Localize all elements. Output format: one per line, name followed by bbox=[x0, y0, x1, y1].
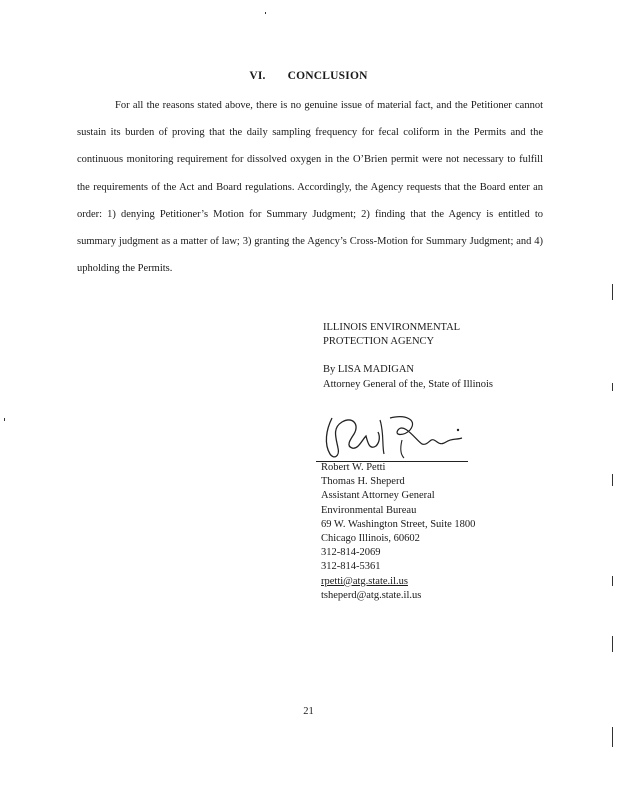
page-number: 21 bbox=[303, 706, 314, 717]
by-line: By LISA MADIGAN bbox=[323, 364, 415, 376]
scan-mark bbox=[265, 12, 266, 14]
signer-title: Assistant Attorney General bbox=[321, 490, 435, 502]
agency-name-line1: ILLINOIS ENVIRONMENTAL bbox=[323, 322, 461, 333]
agency-name-line2: PROTECTION AGENCY bbox=[323, 336, 435, 348]
scan-mark bbox=[612, 383, 613, 391]
email-2: tsheperd@atg.state.il.us bbox=[321, 589, 422, 601]
email-link-1[interactable]: rpetti@atg.state.il.us bbox=[321, 575, 408, 587]
conclusion-text: For all the reasons stated above, there is no genuine issue of material fact, and the Petitioner cannot sustain its burden of proving that the daily sampling frequency for fecal coliform in the Permits and the continuous monitoring requirement for dissolved oxygen in the O’Brien permit were not necessary to fulfill the requirements of the Act and Board regulations. Accordingly, the Agency requests that the Board enter an order: 1) denying Petitioner’s Motion for Summary Judgment; 2) finding that the Agency is entitled to summary judgment as a matter of law; 3) granting the Agency’s Cross-Motion for Summary Judgment; and 4) upholding the Permits. bbox=[77, 100, 543, 275]
scan-mark bbox=[4, 418, 5, 421]
signature-block bbox=[323, 321, 493, 392]
scan-mark bbox=[612, 727, 613, 747]
section-heading bbox=[0, 70, 617, 82]
attorney-general-title: Attorney General of the, State of Illinois bbox=[323, 378, 493, 390]
signer-details bbox=[321, 461, 475, 603]
phone-1: 312-814-2069 bbox=[321, 547, 381, 559]
signer-name-2: Thomas H. Sheperd bbox=[321, 476, 405, 488]
conclusion-paragraph bbox=[77, 92, 543, 282]
address-line-1: 69 W. Washington Street, Suite 1800 bbox=[321, 518, 476, 530]
scan-mark bbox=[612, 576, 613, 586]
section-number: VI. bbox=[249, 70, 266, 82]
address-line-2: Chicago Illinois, 60602 bbox=[321, 533, 420, 545]
signer-name-1: Robert W. Petti bbox=[321, 462, 386, 473]
phone-2: 312-814-5361 bbox=[321, 561, 381, 573]
bureau-name: Environmental Bureau bbox=[321, 504, 417, 516]
scan-mark bbox=[612, 636, 613, 652]
scan-mark bbox=[612, 284, 613, 300]
handwritten-signature bbox=[318, 410, 470, 464]
scan-mark bbox=[612, 474, 613, 486]
section-title: CONCLUSION bbox=[287, 70, 368, 82]
